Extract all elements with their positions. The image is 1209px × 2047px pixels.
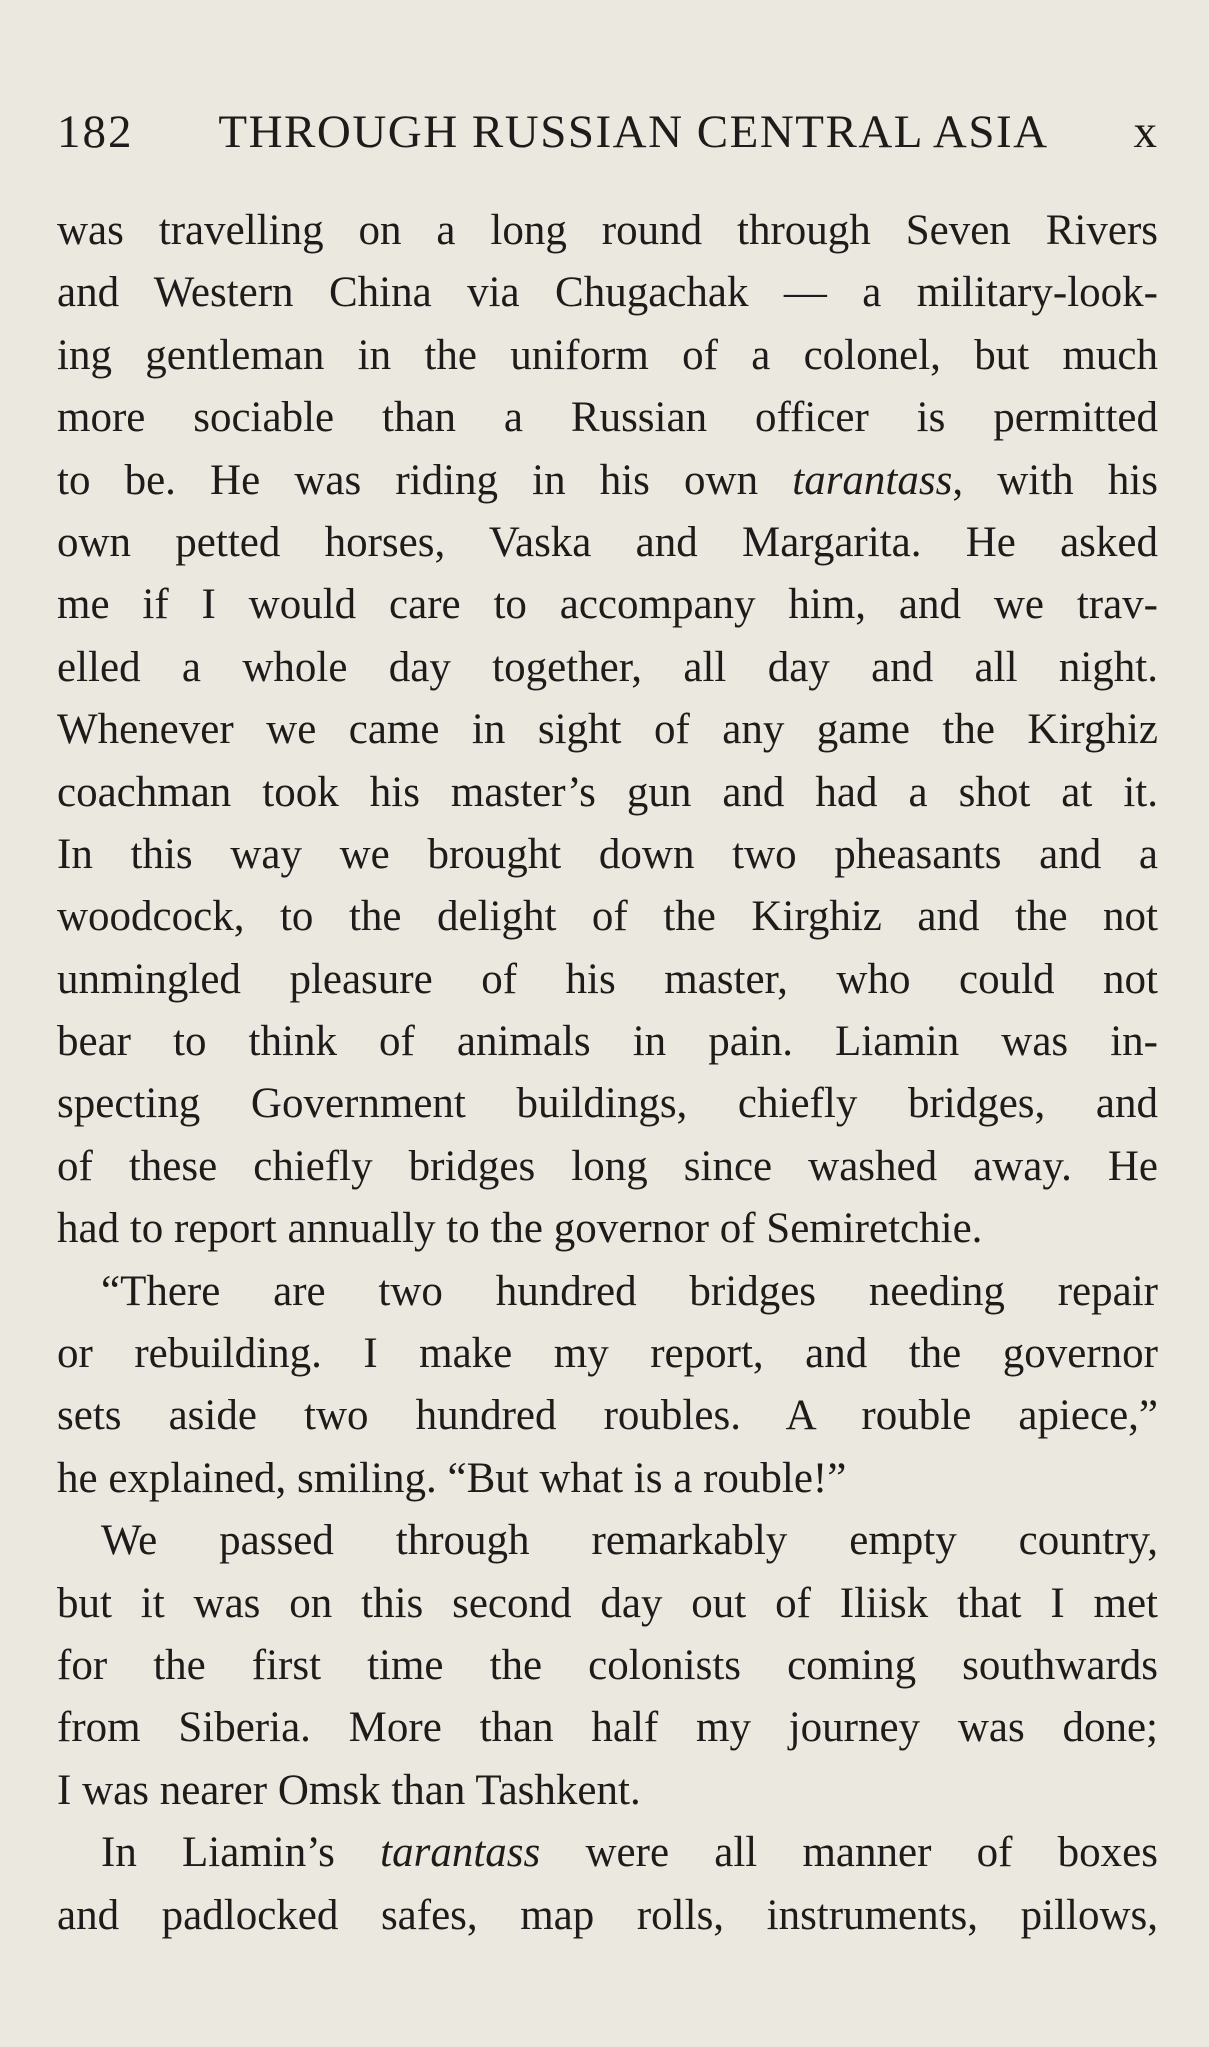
- text-line: [57, 699, 1158, 761]
- text-segment: sets aside two hundred roubles. A rouble apiece,”: [57, 1392, 1158, 1440]
- text-line: [57, 1573, 1158, 1635]
- text-line: [57, 1261, 1158, 1323]
- text-segment: me if I would care to accompany him, and we trav-: [57, 581, 1158, 629]
- text-segment: We passed through remarkably empty country,: [101, 1517, 1158, 1565]
- text-segment: bear to think of animals in pain. Liamin was in-: [57, 1018, 1158, 1066]
- text-segment: woodcock, to the delight of the Kirghiz and the not: [57, 893, 1158, 941]
- text-line: [57, 1385, 1158, 1447]
- text-line: [57, 1136, 1158, 1198]
- text-line: [57, 762, 1158, 824]
- text-line: [57, 512, 1158, 574]
- text-segment: was travelling on a long round through Seven Rivers: [57, 207, 1158, 254]
- text-line: [57, 637, 1158, 699]
- text-segment: ing gentleman in the uniform of a colonel, but much: [57, 331, 1158, 379]
- text-line: [57, 200, 1158, 262]
- italic-word: tarantass: [380, 1829, 541, 1877]
- text-line: [57, 949, 1158, 1011]
- text-line: [57, 1448, 1158, 1510]
- text-segment: and Western China via Chugachak — a military-look-: [57, 269, 1158, 317]
- text-line: [57, 1198, 1158, 1260]
- text-segment: or rebuilding. I make my report, and the governor: [57, 1330, 1158, 1378]
- text-segment: of these chiefly bridges long since washed away. He: [57, 1142, 1158, 1190]
- text-line: [57, 262, 1158, 324]
- text-line: [57, 1011, 1158, 1073]
- text-line: [57, 325, 1158, 387]
- chapter-number: x: [1133, 106, 1158, 158]
- text-segment: to be. He was riding in his own: [57, 456, 793, 504]
- text-segment: coachman took his master’s gun and had a shot at it.: [57, 768, 1158, 816]
- text-segment: more sociable than a Russian officer is permitted: [57, 394, 1158, 442]
- text-segment: had to report annually to the governor of Semiretchie.: [57, 1205, 983, 1253]
- text-segment: Whenever we came in sight of any game the Kirghiz: [57, 706, 1158, 754]
- text-line: [57, 1822, 1158, 1884]
- text-segment: elled a whole day together, all day and all night.: [57, 643, 1158, 691]
- text-line: [57, 450, 1158, 512]
- text-segment: he explained, smiling. “But what is a rouble!”: [57, 1454, 847, 1502]
- text-segment: In this way we brought down two pheasants and a: [57, 830, 1158, 878]
- text-segment: from Siberia. More than half my journey was done;: [57, 1704, 1158, 1752]
- text-segment: unmingled pleasure of his master, who could not: [57, 955, 1158, 1003]
- text-line: [57, 1885, 1158, 1947]
- text-segment: “There are two hundred bridges needing repair: [101, 1267, 1158, 1315]
- text-segment: I was nearer Omsk than Tashkent.: [57, 1766, 641, 1814]
- text-line: [57, 387, 1158, 449]
- text-line: [57, 1073, 1158, 1135]
- text-line: [57, 1510, 1158, 1572]
- text-line: [57, 1760, 1158, 1822]
- text-segment: own petted horses, Vaska and Margarita. He asked: [57, 518, 1158, 566]
- body-text: [57, 200, 1158, 1947]
- italic-word: tarantass: [792, 456, 953, 504]
- text-line: [57, 1697, 1158, 1759]
- text-segment: for the first time the colonists coming southwards: [57, 1641, 1158, 1689]
- running-title: THROUGH RUSSIAN CENTRAL ASIA: [218, 106, 1049, 158]
- text-line: [57, 824, 1158, 886]
- text-segment: were all manner of boxes: [540, 1829, 1158, 1877]
- text-line: [57, 886, 1158, 948]
- text-line: [57, 574, 1158, 636]
- page-number: 182: [57, 106, 134, 158]
- text-line: [57, 1635, 1158, 1697]
- text-segment: specting Government buildings, chiefly bridges, and: [57, 1080, 1158, 1128]
- running-header: [57, 105, 1158, 165]
- text-segment: In Liamin’s: [101, 1829, 381, 1877]
- text-segment: and padlocked safes, map rolls, instruments, pillows,: [57, 1891, 1158, 1939]
- text-segment: but it was on this second day out of Iliisk that I met: [57, 1579, 1158, 1627]
- text-segment: , with his: [952, 456, 1158, 504]
- text-line: [57, 1323, 1158, 1385]
